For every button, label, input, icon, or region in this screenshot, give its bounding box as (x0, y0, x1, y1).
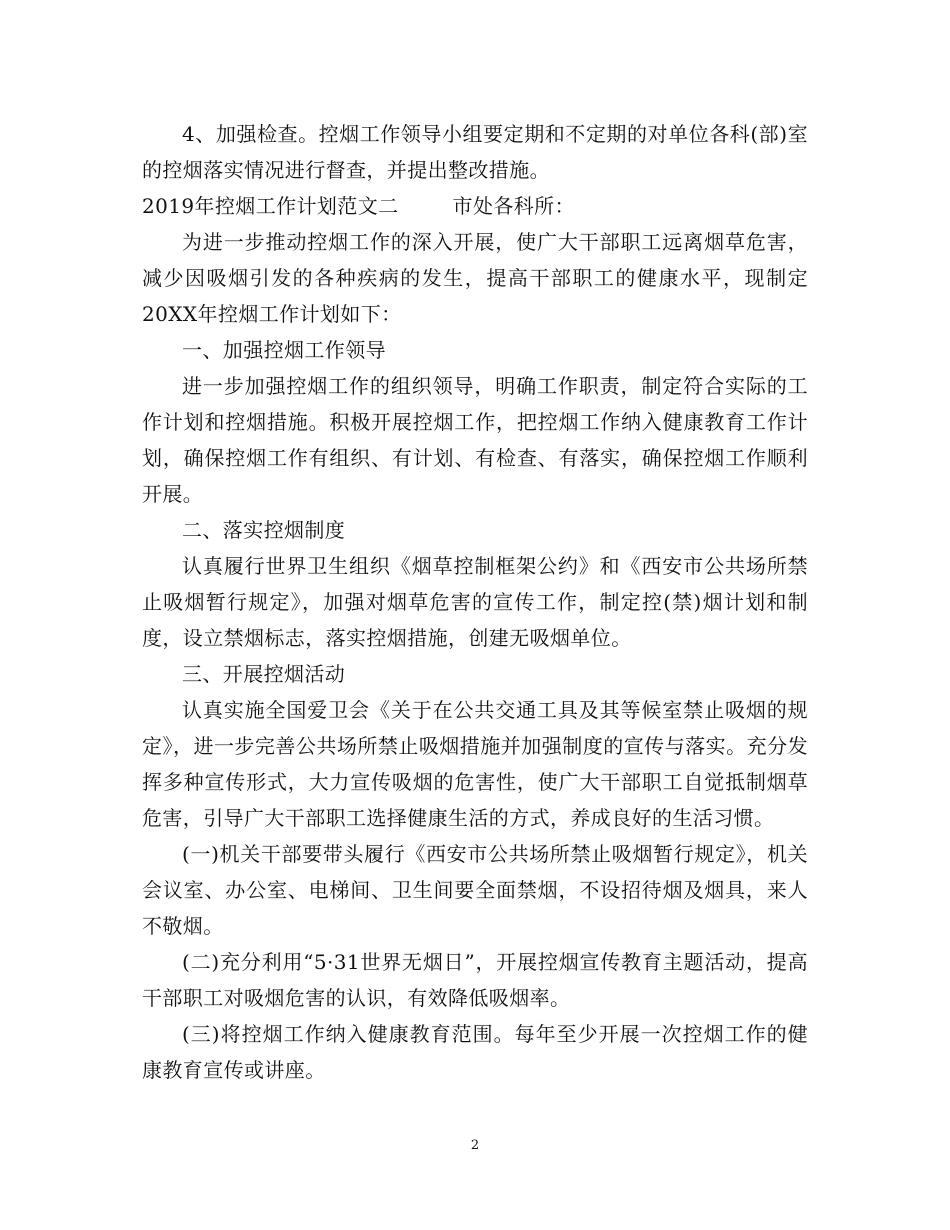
paragraph-intro: 为进一步推动控烟工作的深入开展，使广大干部职工远离烟草危害，减少因吸烟引发的各种疾病的发生，提高干部职工的健康水平，现制定20XX年控烟工作计划如下： (142, 230, 808, 326)
heading-implement-system: 二、落实控烟制度 (182, 518, 346, 542)
paragraph-system: 认真履行世界卫生组织《烟草控制框架公约》和《西安市公共场所禁止吸烟暂行规定》，加强对烟草危害的宣传工作，制定控(禁)烟计划和制度，设立禁烟标志，落实控烟措施，创建无吸烟单位。 (142, 554, 808, 650)
heading-strengthen-leadership: 一、加强控烟工作领导 (182, 338, 386, 362)
heading-activities: 三、开展控烟活动 (182, 662, 346, 686)
paragraph-leadership: 进一步加强控烟工作的组织领导，明确工作职责，制定符合实际的工作计划和控烟措施。积极开展控烟工作，把控烟工作纳入健康教育工作计划，确保控烟工作有组织、有计划、有检查、有落实，确保控烟工作顺利开展。 (142, 374, 808, 506)
document-body (142, 116, 808, 1088)
page-number: 2 (470, 1138, 480, 1153)
paragraph-item-three: (三)将控烟工作纳入健康教育范围。每年至少开展一次控烟工作的健康教育宣传或讲座。 (142, 1022, 808, 1082)
paragraph-inspection: 4、加强检查。控烟工作领导小组要定期和不定期的对单位各科(部)室的控烟落实情况进行督查，并提出整改措施。 (142, 122, 808, 182)
paragraph-item-one: (一)机关干部要带头履行《西安市公共场所禁止吸烟暂行规定》，机关会议室、办公室、电梯间、卫生间要全面禁烟，不设招待烟及烟具，来人不敬烟。 (142, 842, 808, 938)
paragraph-item-two: (二)充分利用“5·31世界无烟日”，开展控烟宣传教育主题活动，提高干部职工对吸烟危害的认识，有效降低吸烟率。 (142, 950, 808, 1010)
section-heading-plan-two: 2019年控烟工作计划范文二 市处各科所： (142, 194, 575, 218)
paragraph-activities: 认真实施全国爱卫会《关于在公共交通工具及其等候室禁止吸烟的规定》，进一步完善公共场所禁止吸烟措施并加强制度的宣传与落实。充分发挥多种宣传形式，大力宣传吸烟的危害性，使广大干部职工自觉抵制烟草危害，引导广大干部职工选择健康生活的方式，养成良好的生活习惯。 (142, 698, 808, 830)
